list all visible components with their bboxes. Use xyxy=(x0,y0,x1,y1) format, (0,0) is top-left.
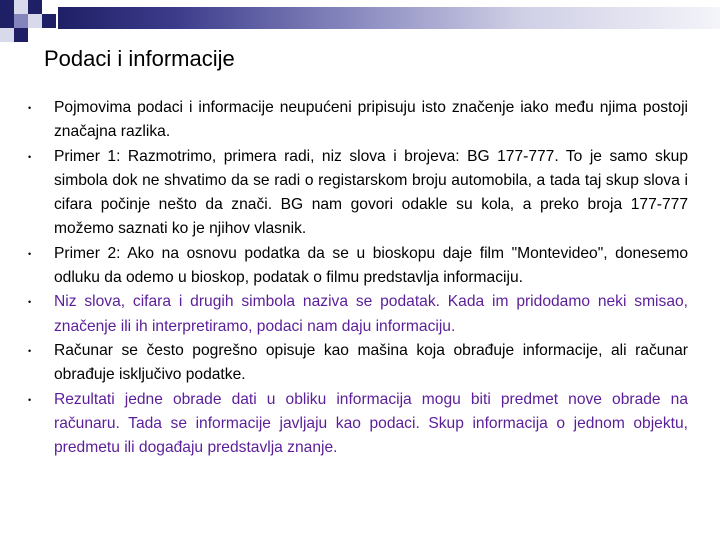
bullet-text: Računar se često pogrešno opisuje kao mašina koja obrađuje informacije, ali računar obrađuje isključivo podatke. xyxy=(54,341,688,384)
header-square xyxy=(28,0,42,14)
bullet-list xyxy=(28,96,688,460)
bullet-item xyxy=(28,388,688,461)
bullet-item xyxy=(28,290,688,339)
header-square xyxy=(0,14,14,28)
header-square xyxy=(42,14,56,28)
bullet-dot-icon: • xyxy=(28,151,32,162)
bullet-text: Rezultati jedne obrade dati u obliku informacija mogu biti predmet nove obrade na računaru. Tada se informacije javljaju kao podaci. Skup informacija o jednom objektu, predmetu ili događaju predstavlja znanje. xyxy=(54,390,688,457)
header-square xyxy=(14,0,28,14)
bullet-text: Niz slova, cifara i drugih simbola naziva se podatak. Kada im pridodamo neki smisao, značenje ili ih interpretiramo, podaci nam daju informaciju. xyxy=(54,293,688,335)
bullet-text: Primer 1: Razmotrimo, primera radi, niz slova i brojeva: BG 177-777. To je samo skup simbola dok ne shvatimo da se radi o registarskom broju automobila, a tada taj skup slova i cifara počinje nešto da znači. BG nam govori odakle su kola, a preko broja 177-777 možemo saznati ko je njihov vlasnik. xyxy=(54,147,688,238)
header-square xyxy=(28,14,42,28)
bullet-dot-icon: • xyxy=(28,345,32,356)
decorative-header-band xyxy=(0,0,720,40)
header-square xyxy=(0,0,14,14)
bullet-dot-icon: • xyxy=(28,297,32,308)
header-square xyxy=(0,28,14,42)
bullet-text: Primer 2: Ako na osnovu podatka da se u bioskopu daje film "Montevideo", donesemo odluku da odemo u bioskop, podatak o filmu predstavlja informaciju. xyxy=(54,244,688,287)
slide-title: Podaci i informacije xyxy=(44,46,235,71)
bullet-dot-icon: • xyxy=(28,394,32,405)
header-square xyxy=(14,28,28,42)
bullet-item xyxy=(28,145,688,242)
header-gradient-bar xyxy=(58,7,720,29)
bullet-item xyxy=(28,242,688,291)
bullet-item xyxy=(28,96,688,145)
bullet-dot-icon: • xyxy=(28,248,32,259)
header-square xyxy=(14,14,28,28)
bullet-dot-icon: • xyxy=(28,103,32,113)
bullet-item xyxy=(28,339,688,388)
bullet-text: Pojmovima podaci i informacije neupućeni pripisuju isto značenje iako među njima postoji značajna razlika. xyxy=(54,99,688,141)
